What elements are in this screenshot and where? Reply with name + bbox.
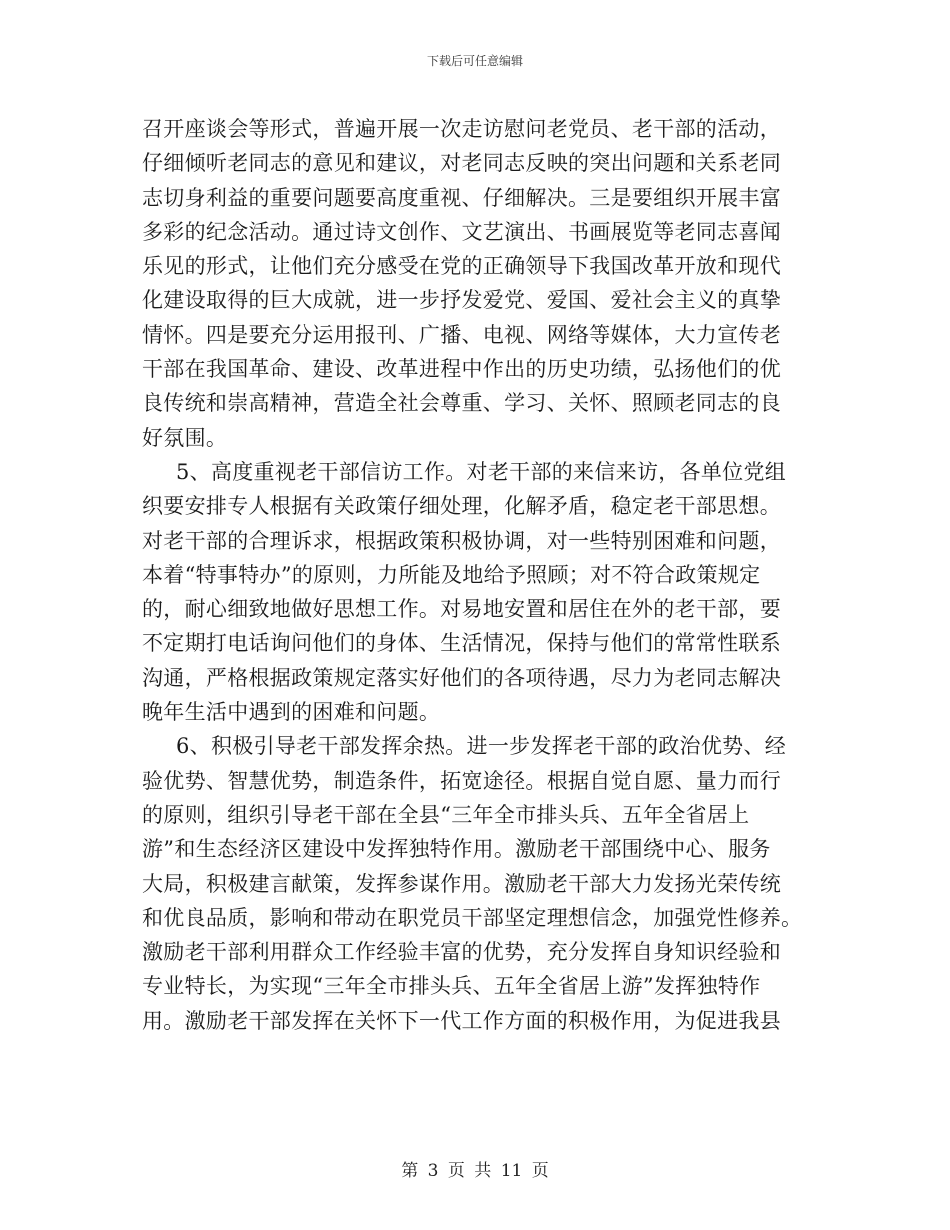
text-line: 的原则，组织引导老干部在全县“三年全市排头兵、五年全省居上 bbox=[142, 802, 750, 827]
text-line: 用。激励老干部发挥在关怀下一代工作方面的积极作用，为促进我县 bbox=[142, 1008, 781, 1033]
text-line: 5、高度重视老干部信访工作。对老干部的来信来访，各单位党组 bbox=[176, 459, 787, 484]
text-line: 多彩的纪念活动。通过诗文创作、文艺演出、书画展览等老同志喜闻 bbox=[142, 219, 781, 244]
text-line: 晚年生活中遇到的困难和问题。 bbox=[142, 700, 441, 725]
text-line: 乐见的形式，让他们充分感受在党的正确领导下我国改革开放和现代 bbox=[142, 254, 781, 279]
text-line: 激励老干部利用群众工作经验丰富的优势，充分发挥自身知识经验和 bbox=[142, 940, 781, 965]
text-line: 专业特长，为实现“三年全市排头兵、五年全省居上游”发挥独特作 bbox=[142, 974, 761, 999]
page-header: 下载后可任意编辑 bbox=[426, 54, 523, 68]
text-line: 化建设取得的巨大成就，进一步抒发爱党、爱国、爱社会主义的真挚 bbox=[142, 288, 781, 313]
page-number-footer: 第 3 页 共 11 页 bbox=[401, 1161, 549, 1181]
text-line: 游”和生态经济区建设中发挥独特作用。激励老干部围绕中心、服务 bbox=[142, 837, 771, 862]
text-line: 好氛围。 bbox=[142, 425, 228, 450]
text-line: 良传统和崇高精神，营造全社会尊重、学习、关怀、照顾老同志的良 bbox=[142, 391, 781, 416]
text-line: 的，耐心细致地做好思想工作。对易地安置和居住在外的老干部，要 bbox=[142, 597, 781, 622]
text-line: 验优势、智慧优势，制造条件，拓宽途径。根据自觉自愿、量力而行 bbox=[142, 768, 781, 793]
text-line: 织要安排专人根据有关政策仔细处理，化解矛盾，稳定老干部思想。 bbox=[142, 494, 781, 519]
text-line: 沟通，严格根据政策规定落实好他们的各项待遇，尽力为老同志解决 bbox=[142, 665, 781, 690]
text-line: 情怀。四是要充分运用报刊、广播、电视、网络等媒体，大力宣传老 bbox=[142, 322, 781, 347]
text-line: 仔细倾听老同志的意见和建议，对老同志反映的突出问题和关系老同 bbox=[142, 151, 781, 176]
text-line: 和优良品质，影响和带动在职党员干部坚定理想信念，加强党性修养。 bbox=[142, 905, 803, 930]
text-line: 本着“特事特办”的原则，力所能及地给予照顾；对不符合政策规定 bbox=[142, 562, 761, 587]
text-line: 干部在我国革命、建设、改革进程中作出的历史功绩，弘扬他们的优 bbox=[142, 357, 781, 382]
text-line: 6、积极引导老干部发挥余热。进一步发挥老干部的政治优势、经 bbox=[176, 734, 787, 759]
text-line: 志切身利益的重要问题要高度重视、仔细解决。三是要组织开展丰富 bbox=[142, 185, 781, 210]
document-body bbox=[142, 112, 822, 1038]
text-line: 召开座谈会等形式，普遍开展一次走访慰问老党员、老干部的活动， bbox=[142, 117, 781, 141]
text-line: 不定期打电话询问他们的身体、生活情况，保持与他们的常常性联系 bbox=[142, 631, 781, 656]
text-line: 大局，积极建言献策，发挥参谋作用。激励老干部大力发扬光荣传统 bbox=[142, 871, 781, 896]
text-line: 对老干部的合理诉求，根据政策积极协调，对一些特别困难和问题， bbox=[142, 528, 781, 553]
